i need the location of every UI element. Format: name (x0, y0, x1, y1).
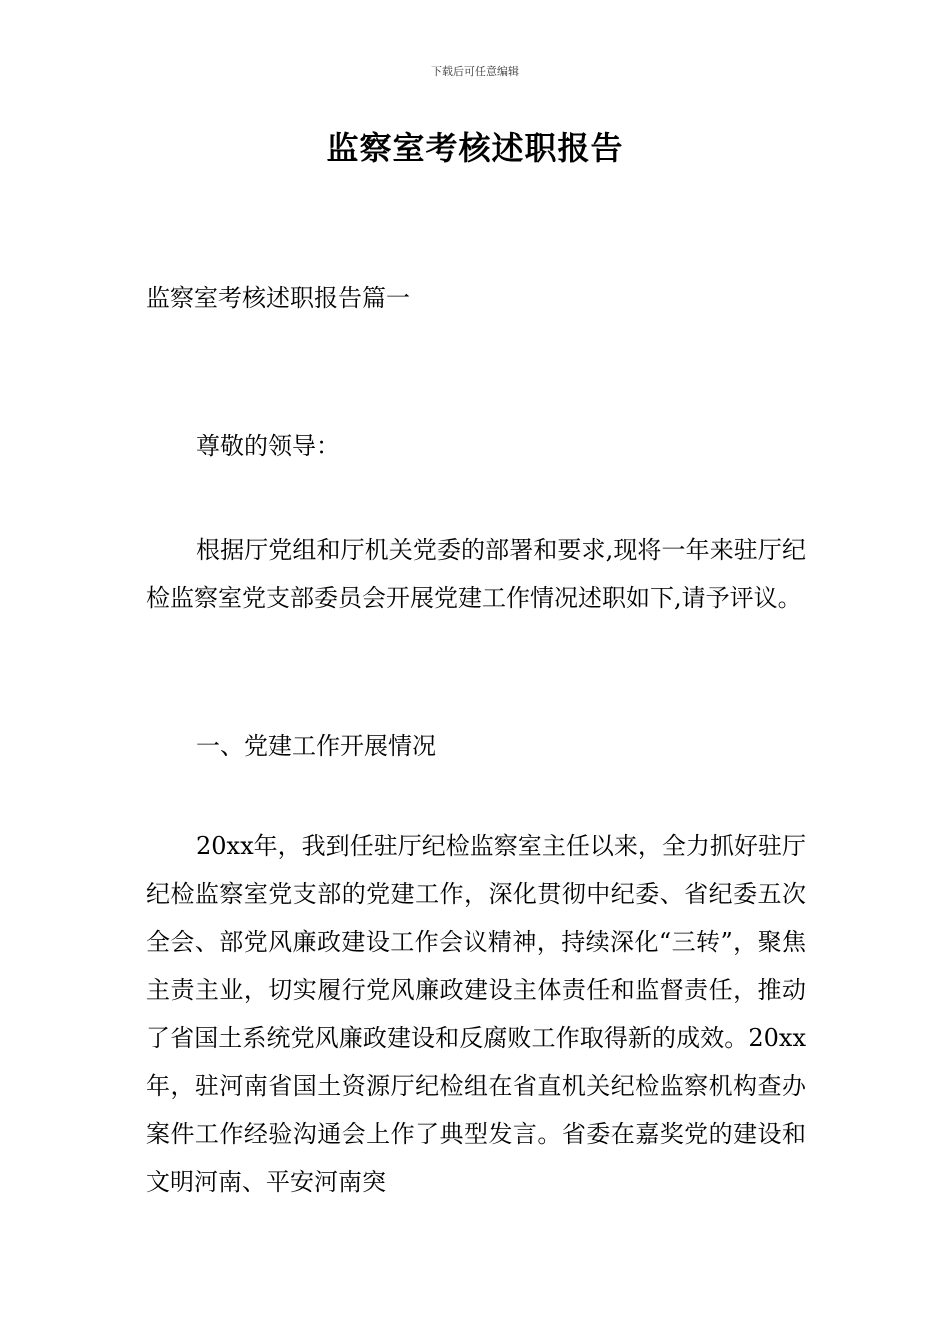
heading-party-building: 一、党建工作开展情况 (196, 732, 436, 760)
section-title: 监察室考核述职报告篇一 (146, 284, 410, 312)
paragraph-2: 20xx年，我到任驻厅纪检监察室主任以来，全力抓好驻厅纪检监察室党支部的党建工作，深化贯彻中纪委、省纪委五次全会、部党风廉政建设工作会议精神，持续深化“三转”，聚焦主责主业，切实履行党风廉政建设主体责任和监督责任，推动了省国土系统党风廉政建设和反腐败工作取得新的成效。20xx年，驻河南省国土资源厅纪检组在省直机关纪检监察机构查办案件工作经验沟通会上作了典型发言。省委在嘉奖党的建设和文明河南、平安河南突 (146, 832, 806, 1196)
header-note: 下载后可任意编辑 (431, 65, 519, 78)
greeting: 尊敬的领导： (196, 432, 340, 460)
paragraph-1: 根据厅党组和厅机关党委的部署和要求,现将一年来驻厅纪检监察室党支部委员会开展党建工作情况述职如下,请予评议。 (146, 536, 806, 612)
document-title: 监察室考核述职报告 (326, 129, 624, 167)
